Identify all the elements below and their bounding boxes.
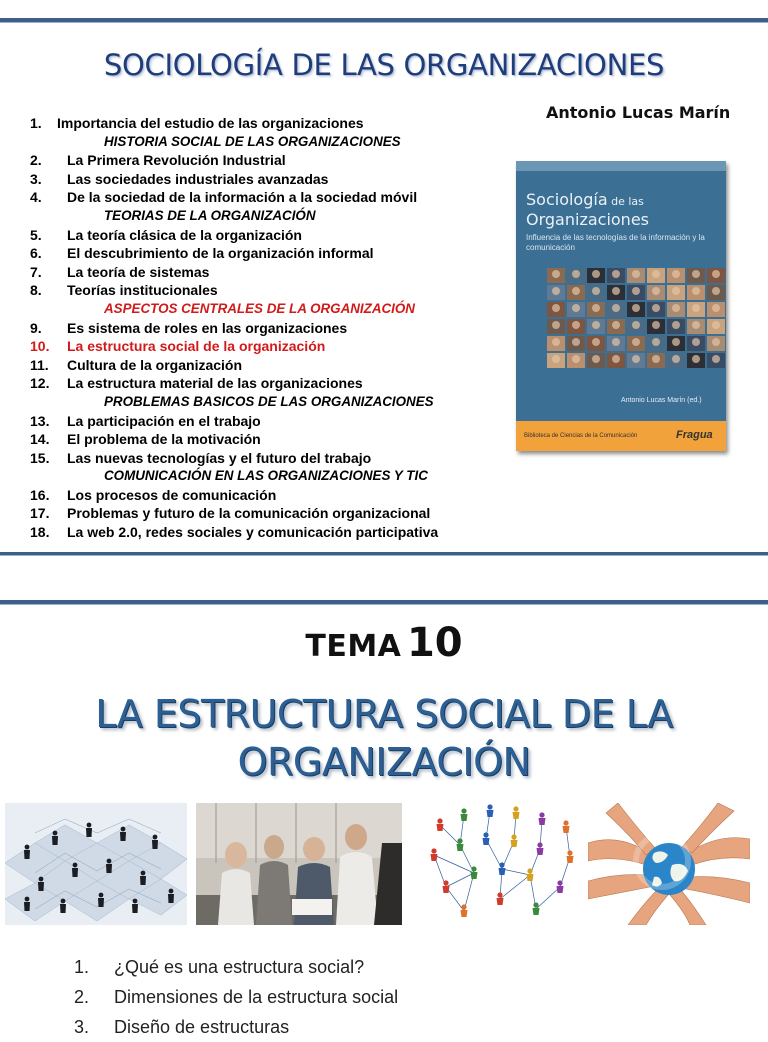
book-footer xyxy=(516,421,726,451)
toc-item-text: La web 2.0, redes sociales y comunicación participativa xyxy=(67,524,439,541)
toc-item xyxy=(30,486,510,505)
toc-item xyxy=(30,412,510,431)
tema-list-number: 3. xyxy=(74,1017,90,1037)
book-title-small: de las xyxy=(607,195,644,208)
tema-title-line2: ORGANIZACIÓN xyxy=(237,740,531,784)
toc-item-text: Importancia del estudio de las organizaciones xyxy=(57,115,364,131)
toc-item-number: 3. xyxy=(30,170,42,187)
toc-item-text: Las nuevas tecnologías y el futuro del trabajo xyxy=(67,449,372,466)
book-cover-image xyxy=(516,161,726,451)
toc-item xyxy=(30,151,510,170)
book-top-strip xyxy=(516,161,726,171)
toc-item-number: 16. xyxy=(30,486,50,503)
toc-section-heading: TEORIAS DE LA ORGANIZACIÓN xyxy=(104,207,316,223)
toc-item-text: De la sociedad de la información a la sociedad móvil xyxy=(67,189,418,206)
book-title-line1: Sociología xyxy=(526,190,608,209)
toc-item-number: 13. xyxy=(30,412,50,429)
tema-list-item xyxy=(74,982,398,1012)
toc-item-number: 9. xyxy=(30,319,42,336)
top-rule xyxy=(0,18,768,23)
toc-item-number: 10. xyxy=(30,338,50,355)
toc-item-number: 14. xyxy=(30,431,50,448)
toc-item xyxy=(30,114,510,133)
toc-item-text: La teoría clásica de la organización xyxy=(67,226,302,243)
toc-section-heading: ASPECTOS CENTRALES DE LA ORGANIZACIÓN xyxy=(104,300,415,316)
toc-item xyxy=(30,226,510,245)
toc-item-number: 8. xyxy=(30,282,42,299)
toc-item-text: La teoría de sistemas xyxy=(67,263,210,280)
toc-item xyxy=(30,188,510,207)
toc-item-text: Los procesos de comunicación xyxy=(67,486,277,503)
toc-item xyxy=(30,281,510,300)
people-network-image xyxy=(420,803,582,925)
book-publisher: Fragua xyxy=(676,429,713,441)
business-meeting-photo xyxy=(196,803,402,925)
toc-item xyxy=(30,356,510,375)
toc-item xyxy=(30,430,510,449)
toc-item-number: 5. xyxy=(30,226,42,243)
table-of-contents xyxy=(30,114,510,542)
toc-item-text: Teorías institucionales xyxy=(67,282,218,299)
tema-title-line1: LA ESTRUCTURA SOCIAL DE LA xyxy=(95,692,673,736)
toc-item-text: La estructura material de las organizaciones xyxy=(67,375,363,392)
toc-item xyxy=(30,170,510,189)
tema-word: TEMA xyxy=(305,629,402,664)
top-rule-2 xyxy=(0,600,768,605)
toc-item-number: 6. xyxy=(30,245,42,262)
toc-item-number: 7. xyxy=(30,263,42,280)
tema-contents-list xyxy=(74,952,398,1042)
puzzle-network-image xyxy=(5,803,187,925)
toc-item xyxy=(30,263,510,282)
toc-item xyxy=(30,244,510,263)
book-photo-mosaic xyxy=(546,267,726,371)
toc-item-text: Problemas y futuro de la comunicación organizacional xyxy=(67,505,431,522)
book-author: Antonio Lucas Marín (ed.) xyxy=(621,397,702,404)
toc-section-heading: PROBLEMAS BASICOS DE LAS ORGANIZACIONES xyxy=(104,393,434,409)
slide-title: SOCIOLOGÍA DE LAS ORGANIZACIONES xyxy=(103,48,665,82)
book-title-line2: Organizaciones xyxy=(526,210,649,229)
tema-list-number: 1. xyxy=(74,957,90,977)
toc-section-heading: HISTORIA SOCIAL DE LAS ORGANIZACIONES xyxy=(104,133,401,149)
tema-title xyxy=(0,690,768,786)
toc-item-number: 4. xyxy=(30,189,42,206)
toc-item-number: 15. xyxy=(30,449,50,466)
toc-item xyxy=(30,449,510,468)
tema-list-text: ¿Qué es una estructura social? xyxy=(114,957,365,977)
toc-item-text: La Primera Revolución Industrial xyxy=(67,152,286,169)
book-series: Biblioteca de Ciencias de la Comunicación xyxy=(524,433,638,439)
toc-item-number: 1. xyxy=(30,115,42,131)
hands-globe-image xyxy=(588,803,750,925)
toc-item-number: 2. xyxy=(30,152,42,169)
toc-item xyxy=(30,374,510,393)
tema-list-item xyxy=(74,1012,398,1042)
toc-item-text: La participación en el trabajo xyxy=(67,412,261,429)
tema-list-item xyxy=(74,952,398,982)
book-subtitle: Influencia de las tecnologías de la información y la comunicación xyxy=(526,233,705,252)
toc-item-text: Las sociedades industriales avanzadas xyxy=(67,170,329,187)
toc-section-heading: COMUNICACIÓN EN LAS ORGANIZACIONES Y TIC xyxy=(104,468,428,484)
toc-item-text: Es sistema de roles en las organizaciones xyxy=(67,319,348,336)
author-name: Antonio Lucas Marín xyxy=(546,103,731,122)
tema-number: 10 xyxy=(406,620,463,666)
tema-heading xyxy=(0,620,768,666)
tema-list-number: 2. xyxy=(74,987,90,1007)
tema-list-text: Diseño de estructuras xyxy=(114,1017,290,1037)
toc-item-text: Cultura de la organización xyxy=(67,356,243,373)
slide-gap xyxy=(0,556,768,590)
toc-item xyxy=(30,523,510,542)
book-title xyxy=(526,191,649,229)
toc-item-text: El problema de la motivación xyxy=(67,431,261,448)
toc-item xyxy=(30,504,510,523)
toc-item xyxy=(30,337,510,356)
toc-item-number: 12. xyxy=(30,375,50,392)
toc-item xyxy=(30,319,510,338)
toc-item-text: El descubrimiento de la organización informal xyxy=(67,245,374,262)
toc-item-text: La estructura social de la organización xyxy=(67,338,326,355)
toc-item-number: 11. xyxy=(30,356,49,373)
tema-list-text: Dimensiones de la estructura social xyxy=(114,987,399,1007)
toc-item-number: 18. xyxy=(30,524,50,541)
toc-item-number: 17. xyxy=(30,505,50,522)
